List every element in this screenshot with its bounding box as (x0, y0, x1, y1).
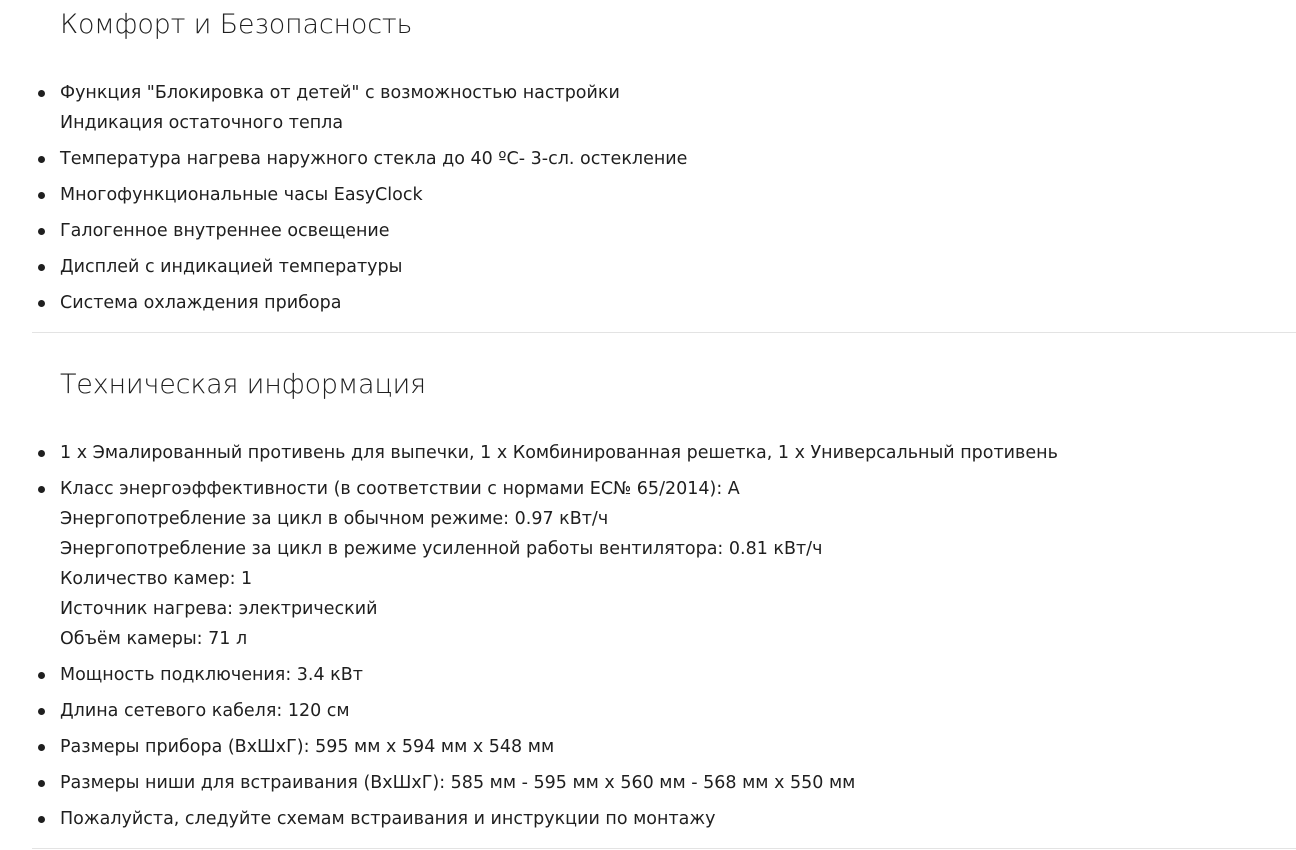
list-item-text: Количество камер: 1 (60, 569, 253, 589)
list-item (0, 180, 1296, 210)
bullet-icon (38, 708, 45, 715)
list-item-text: Длина сетевого кабеля: 120 см (60, 701, 350, 721)
list-item-text: Размеры ниши для встраивания (ВxШxГ): 585 мм - 595 мм x 560 мм - 568 мм x 550 мм (60, 773, 856, 793)
bullet-icon (38, 486, 45, 493)
list-item-text: Галогенное внутреннее освещение (60, 221, 390, 241)
list-item-text: Многофункциональные часы EasyClock (60, 185, 423, 205)
list-item-text: Индикация остаточного тепла (60, 113, 344, 133)
list-item-text: Источник нагрева: электрический (60, 599, 378, 619)
list-item-text: 1 x Эмалированный противень для выпечки, 1 x Комбинированная решетка, 1 x Универсальный противень (60, 443, 1058, 463)
list-item (0, 288, 1296, 318)
list-item-text: Объём камеры: 71 л (60, 629, 248, 649)
list-item-text: Мощность подключения: 3.4 кВт (60, 665, 363, 685)
bullet-icon (38, 672, 45, 679)
section-title-comfort-safety: Комфорт и Безопасность (60, 9, 413, 40)
bullet-icon (38, 156, 45, 163)
section-divider (32, 848, 1296, 849)
list-item (0, 660, 1296, 690)
list-item-text: Класс энергоэффективности (в соответствии с нормами ЕС№ 65/2014): A (60, 479, 740, 499)
list-item-text: Энергопотребление за цикл в режиме усиленной работы вентилятора: 0.81 кВт/ч (60, 539, 823, 559)
list-item-text: Энергопотребление за цикл в обычном режиме: 0.97 кВт/ч (60, 509, 609, 529)
list-item (0, 696, 1296, 726)
bullet-icon (38, 228, 45, 235)
list-item-text: Дисплей с индикацией температуры (60, 257, 403, 277)
list-item-text: Пожалуйста, следуйте схемам встраивания и инструкции по монтажу (60, 809, 716, 829)
list-item (0, 438, 1296, 468)
list-item (0, 732, 1296, 762)
bullet-icon (38, 450, 45, 457)
list-item (0, 804, 1296, 834)
feature-list-comfort-safety (0, 78, 1296, 324)
list-item (0, 252, 1296, 282)
list-item-text: Функция "Блокировка от детей" с возможностью настройки (60, 83, 620, 103)
bullet-icon (38, 264, 45, 271)
bullet-icon (38, 816, 45, 823)
list-item (0, 768, 1296, 798)
bullet-icon (38, 90, 45, 97)
list-item (0, 474, 1296, 654)
bullet-icon (38, 192, 45, 199)
bullet-icon (38, 780, 45, 787)
list-item-text: Температура нагрева наружного стекла до 40 ºC- 3-сл. остекление (60, 149, 688, 169)
bullet-icon (38, 744, 45, 751)
list-item (0, 78, 1296, 138)
bullet-icon (38, 300, 45, 307)
list-item (0, 216, 1296, 246)
list-item-text: Система охлаждения прибора (60, 293, 342, 313)
list-item-text: Размеры прибора (ВxШxГ): 595 мм x 594 мм x 548 мм (60, 737, 555, 757)
feature-list-technical-info (0, 438, 1296, 840)
section-title-technical-info: Техническая информация (60, 369, 426, 400)
list-item (0, 144, 1296, 174)
section-divider (32, 332, 1296, 333)
